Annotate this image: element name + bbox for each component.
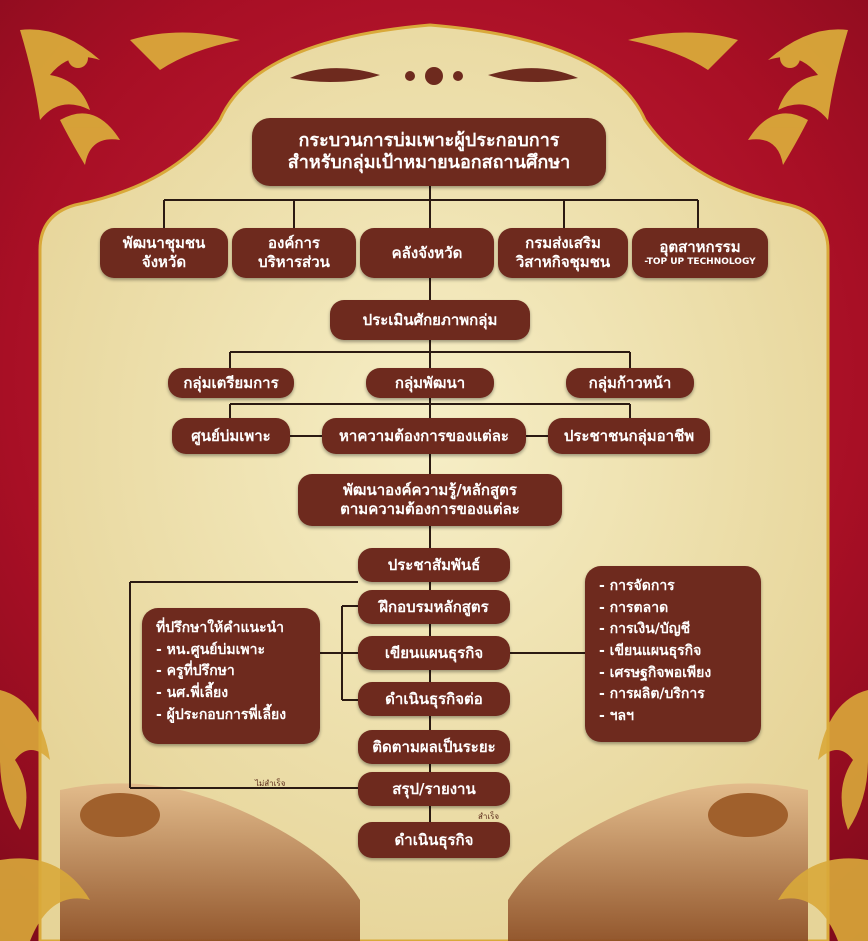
- topic-item: - การผลิต/บริการ: [599, 686, 705, 703]
- advisors-box: [142, 608, 320, 744]
- advisors-title: ที่ปรึกษาให้คำแนะนำ: [156, 620, 285, 636]
- partner-local-administration: องค์การ บริหารส่วน: [232, 228, 356, 278]
- partner-industry-label: อุตสาหกรรม: [659, 238, 741, 256]
- step-run-business: ดำเนินธุรกิจ: [358, 822, 510, 858]
- training-topics-box: [585, 566, 761, 742]
- partner-industry-sub: -TOP UP TECHNOLOGY: [644, 256, 756, 267]
- find-needs: หาความต้องการของแต่ละ: [322, 418, 526, 454]
- group-preparation: กลุ่มเตรียมการ: [168, 368, 294, 398]
- occupational-groups: ประชาชนกลุ่มอาชีพ: [548, 418, 710, 454]
- advisor-item: - ผู้ประกอบการพี่เลี้ยง: [156, 706, 287, 723]
- topic-item: - การเงิน/บัญชี: [599, 621, 691, 638]
- advisor-item: - นศ.พี่เลี้ยง: [156, 685, 229, 702]
- partner-community-development: พัฒนาชุมชน จังหวัด: [100, 228, 228, 278]
- step-public-relations: ประชาสัมพันธ์: [358, 548, 510, 582]
- label-successful: สำเร็จ: [478, 812, 500, 821]
- assess-group-potential: ประเมินศักยภาพกลุ่ม: [330, 300, 530, 340]
- group-advanced: กลุ่มก้าวหน้า: [566, 368, 694, 398]
- step-monitor: ติดตามผลเป็นระยะ: [358, 730, 510, 764]
- topic-item: - การจัดการ: [599, 578, 675, 594]
- partner-industry: [632, 228, 768, 278]
- step-continue-business: ดำเนินธุรกิจต่อ: [358, 682, 510, 716]
- partner-community-enterprise-dept: กรมส่งเสริม วิสาหกิจชุมชน: [498, 228, 628, 278]
- topic-item: - การตลาด: [599, 599, 669, 616]
- step-business-plan: เขียนแผนธุรกิจ: [358, 636, 510, 670]
- incubation-center: ศูนย์บ่มเพาะ: [172, 418, 290, 454]
- title-line-2: สำหรับกลุ่มเป้าหมายนอกสถานศึกษา: [287, 152, 571, 173]
- advisor-item: - หน.ศูนย์บ่มเพาะ: [156, 641, 265, 658]
- topic-item: - ฯลฯ: [599, 708, 634, 725]
- main-title: [252, 118, 606, 186]
- title-line-1: กระบวนการบ่มเพาะผู้ประกอบการ: [298, 129, 560, 151]
- step-summary-report: สรุป/รายงาน: [358, 772, 510, 806]
- advisor-item: - ครูที่ปรึกษา: [156, 663, 235, 680]
- topic-item: - เศรษฐกิจพอเพียง: [599, 664, 712, 681]
- develop-curriculum: พัฒนาองค์ความรู้/หลักสูตร ตามความต้องการของแต่ละ: [298, 474, 562, 526]
- group-development: กลุ่มพัฒนา: [366, 368, 494, 398]
- partner-provincial-treasury: คลังจังหวัด: [360, 228, 494, 278]
- label-not-successful: ไม่สำเร็จ: [255, 779, 286, 788]
- step-training: ฝึกอบรมหลักสูตร: [358, 590, 510, 624]
- topic-item: - เขียนแผนธุรกิจ: [599, 643, 702, 660]
